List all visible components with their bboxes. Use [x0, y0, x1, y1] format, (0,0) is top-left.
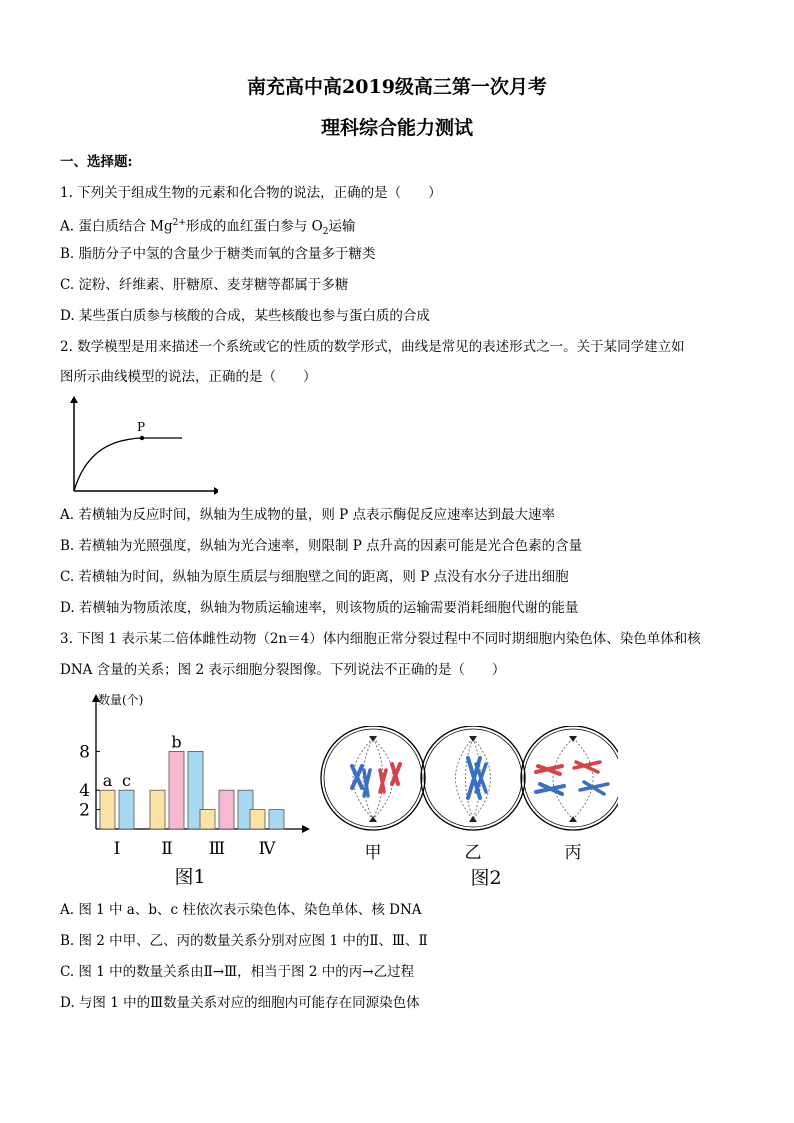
q2-option-c: C. 若横轴为时间，纵轴为原生质层与细胞壁之间的距离，则 P 点没有水分子进出细胞 — [60, 569, 569, 585]
curve-model-graph — [66, 395, 218, 499]
q1-a-mid: 形成的血红蛋白参与 O — [185, 218, 323, 235]
category-label-3: Ⅲ — [208, 839, 226, 859]
cell-bing-spindle — [553, 738, 593, 819]
category-label-2: Ⅱ — [161, 839, 173, 859]
q3-option-a: A. 图 1 中 a、b、c 柱依次表示染色体、染色单体、核 DNA — [60, 902, 422, 918]
figure-1-bar-chart — [70, 688, 320, 888]
q2-option-a: A. 若横轴为反应时间，纵轴为生成物的量，则 P 点表示酶促反应速率达到最大速率 — [60, 507, 555, 523]
bar-c-4 — [269, 810, 284, 829]
bar-c-1 — [119, 790, 134, 829]
q2-option-b: B. 若横轴为光照强度，纵轴为光合速率，则限制 P 点升高的因素可能是光合色素的含量 — [60, 538, 583, 554]
q3-stem-line2: DNA 含量的关系；图 2 表示细胞分裂图像。下列说法不正确的是（ ） — [60, 662, 506, 678]
cell-yi-chromosome-2 — [476, 764, 486, 792]
bar-b-2 — [169, 751, 184, 829]
y-tick-label-2: 2 — [79, 800, 90, 821]
q3-option-b: B. 图 2 中甲、乙、丙的数量关系分别对应图 1 中的Ⅱ、Ⅲ、Ⅱ — [60, 933, 428, 949]
cell-yi-label: 乙 — [464, 843, 482, 863]
cell-bing-chromosome-red-2 — [574, 762, 600, 772]
q1-option-a — [60, 214, 734, 241]
q3-option-d: D. 与图 1 中的Ⅲ数量关系对应的细胞内可能存在同源染色体 — [60, 995, 420, 1011]
q1-stem: 1. 下列关于组成生物的元素和化合物的说法，正确的是（ ） — [60, 185, 442, 201]
figure-2-cell-images — [318, 726, 618, 888]
cell-bing — [521, 726, 618, 830]
bar-a-4 — [250, 810, 265, 829]
bar-a-2 — [150, 790, 165, 829]
bar-a-3 — [200, 810, 215, 829]
cell-bing-chromosome-red-1 — [536, 766, 562, 774]
cell-jia-chromosome-red-2 — [392, 764, 400, 784]
series-label-b: b — [171, 732, 182, 752]
bar-b-3 — [219, 790, 234, 829]
category-label-1: Ⅰ — [113, 839, 121, 859]
y-tick-label-4: 4 — [79, 781, 90, 802]
cell-jia-chromosome-blue-2 — [364, 770, 370, 796]
q1-a-sup: 2+ — [172, 218, 186, 228]
cell-jia-centrosomes — [369, 736, 377, 822]
series-label-c: c — [122, 771, 131, 791]
saturation-curve — [74, 438, 182, 491]
cell-bing-membrane-inner — [524, 729, 618, 827]
q1-option-d: D. 某些蛋白质参与核酸的合成，某些核酸也参与蛋白质的合成 — [60, 308, 430, 324]
exam-subtitle: 理科综合能力测试 — [320, 117, 473, 139]
cell-jia — [321, 726, 425, 830]
cell-jia-label: 甲 — [364, 843, 382, 863]
chart-x-axis-arrow — [302, 825, 310, 833]
cell-bing-centrosomes — [569, 736, 577, 822]
q1-option-b: B. 脂肪分子中氢的含量少于糖类而氧的含量多于糖类 — [60, 246, 376, 262]
section-heading: 一、选择题: — [60, 154, 133, 170]
bar-a-1 — [100, 790, 115, 829]
exam-title: 南充高中高2019级高三第一次月考 — [247, 76, 547, 98]
cell-bing-label: 丙 — [564, 843, 582, 863]
q3-stem-line1: 3. 下图 1 表示某二倍体雌性动物（2n＝4）体内细胞正常分裂过程中不同时期细胞内染色体、染色单体和核 — [60, 631, 701, 647]
point-p-label: P — [137, 420, 146, 434]
q3-option-c: C. 图 1 中的数量关系由Ⅱ→Ⅲ，相当于图 2 中的丙→乙过程 — [60, 964, 415, 980]
y-tick-label-8: 8 — [79, 742, 90, 763]
x-axis-arrow — [214, 487, 218, 495]
cell-yi-chromosome-1 — [468, 758, 480, 798]
q2-stem-line2: 图所示曲线模型的说法，正确的是（ ） — [60, 369, 317, 385]
cell-bing-chromosome-blue-2 — [580, 782, 608, 794]
cell-jia-membrane-inner — [324, 729, 422, 827]
point-p — [140, 436, 144, 440]
cell-bing-chromosome-blue-1 — [536, 784, 564, 794]
y-axis-arrow — [70, 396, 78, 403]
category-label-4: Ⅳ — [258, 839, 276, 859]
q1-a-sub: 2 — [322, 227, 329, 238]
series-label-a: a — [102, 771, 113, 791]
q1-a-pre: A. 蛋白质结合 Mg — [60, 218, 173, 235]
q2-option-d: D. 若横轴为物质浓度，纵轴为物质运输速率，则该物质的运输需要消耗细胞代谢的能量 — [60, 600, 579, 616]
figure-1-caption: 图1 — [174, 866, 206, 888]
q1-a-post: 运输 — [328, 218, 356, 235]
cell-jia-chromosome-blue-1 — [352, 766, 362, 788]
chart-ylabel: 数量(个) — [98, 693, 144, 707]
cell-yi — [421, 726, 525, 830]
q1-option-c: C. 淀粉、纤维素、肝糖原、麦芽糖等都属于多糖 — [60, 277, 349, 293]
q2-stem-line1: 2. 数学模型是用来描述一个系统或它的性质的数学形式，曲线是常见的表述形式之一。关于某同学建立如 — [60, 339, 685, 355]
figure-2-caption: 图2 — [470, 867, 502, 888]
